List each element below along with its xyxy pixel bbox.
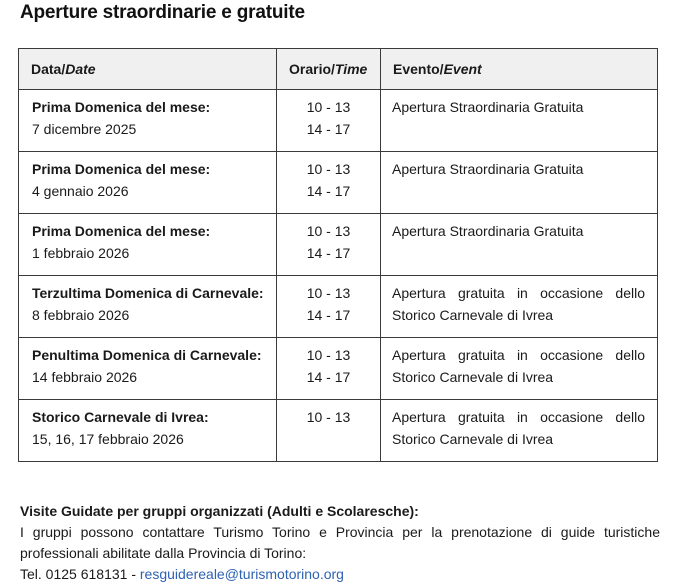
time-slot: 14 - 17 xyxy=(306,245,351,261)
row-event: Apertura Straordinaria Gratuita xyxy=(392,223,584,239)
guided-tours-text: I gruppi possono contattare Turismo Torino e Provincia per la prenotazione di guide turistiche professionali abilitate dalla Provincia di Torino: xyxy=(20,524,660,561)
row-date: 8 febbraio 2026 xyxy=(32,307,130,323)
schedule-table xyxy=(18,48,658,462)
time-slot: 10 - 13 xyxy=(306,409,351,425)
contact-line xyxy=(20,566,344,582)
table-row xyxy=(19,338,658,400)
time-slot: 10 - 13 xyxy=(306,285,351,301)
row-event: Apertura gratuita in occasione dello Storico Carnevale di Ivrea xyxy=(392,347,645,385)
time-slot: 10 - 13 xyxy=(306,99,351,115)
table-row xyxy=(19,90,658,152)
table-row xyxy=(19,276,658,338)
row-event: Apertura gratuita in occasione dello Storico Carnevale di Ivrea xyxy=(392,409,645,447)
page-title: Aperture straordinarie e gratuite xyxy=(20,2,305,23)
table-row xyxy=(19,152,658,214)
row-event: Apertura Straordinaria Gratuita xyxy=(392,99,584,115)
header-date: Data/Date xyxy=(19,49,277,90)
table-header-row xyxy=(19,49,658,90)
row-label: Prima Domenica del mese: xyxy=(32,99,211,115)
header-event: Evento/Event xyxy=(381,49,658,90)
email-link[interactable]: resguidereale@turismotorino.org xyxy=(139,566,344,582)
row-label: Prima Domenica del mese: xyxy=(32,223,211,239)
row-date: 4 gennaio 2026 xyxy=(32,183,129,199)
time-slot: 14 - 17 xyxy=(306,369,351,385)
table-row xyxy=(19,214,658,276)
phone-text: Tel. 0125 618131 - xyxy=(20,566,140,582)
row-event: Apertura gratuita in occasione dello Storico Carnevale di Ivrea xyxy=(392,285,645,323)
row-date: 15, 16, 17 febbraio 2026 xyxy=(32,431,184,447)
row-event: Apertura Straordinaria Gratuita xyxy=(392,161,584,177)
header-time: Orario/Time xyxy=(277,49,381,90)
guided-tours-section xyxy=(20,501,660,585)
time-slot: 10 - 13 xyxy=(306,161,351,177)
time-slot: 10 - 13 xyxy=(306,347,351,363)
row-label: Terzultima Domenica di Carnevale: xyxy=(32,285,264,301)
row-date: 7 dicembre 2025 xyxy=(32,121,137,137)
time-slot: 14 - 17 xyxy=(306,307,351,323)
time-slot: 10 - 13 xyxy=(306,223,351,239)
guided-tours-heading: Visite Guidate per gruppi organizzati (Adulti e Scolaresche): xyxy=(20,503,419,519)
time-slot: 14 - 17 xyxy=(306,183,351,199)
row-date: 1 febbraio 2026 xyxy=(32,245,130,261)
row-label: Penultima Domenica di Carnevale: xyxy=(32,347,262,363)
row-date: 14 febbraio 2026 xyxy=(32,369,138,385)
row-label: Storico Carnevale di Ivrea: xyxy=(32,409,209,425)
table-row xyxy=(19,400,658,462)
time-slot: 14 - 17 xyxy=(306,121,351,137)
row-label: Prima Domenica del mese: xyxy=(32,161,211,177)
